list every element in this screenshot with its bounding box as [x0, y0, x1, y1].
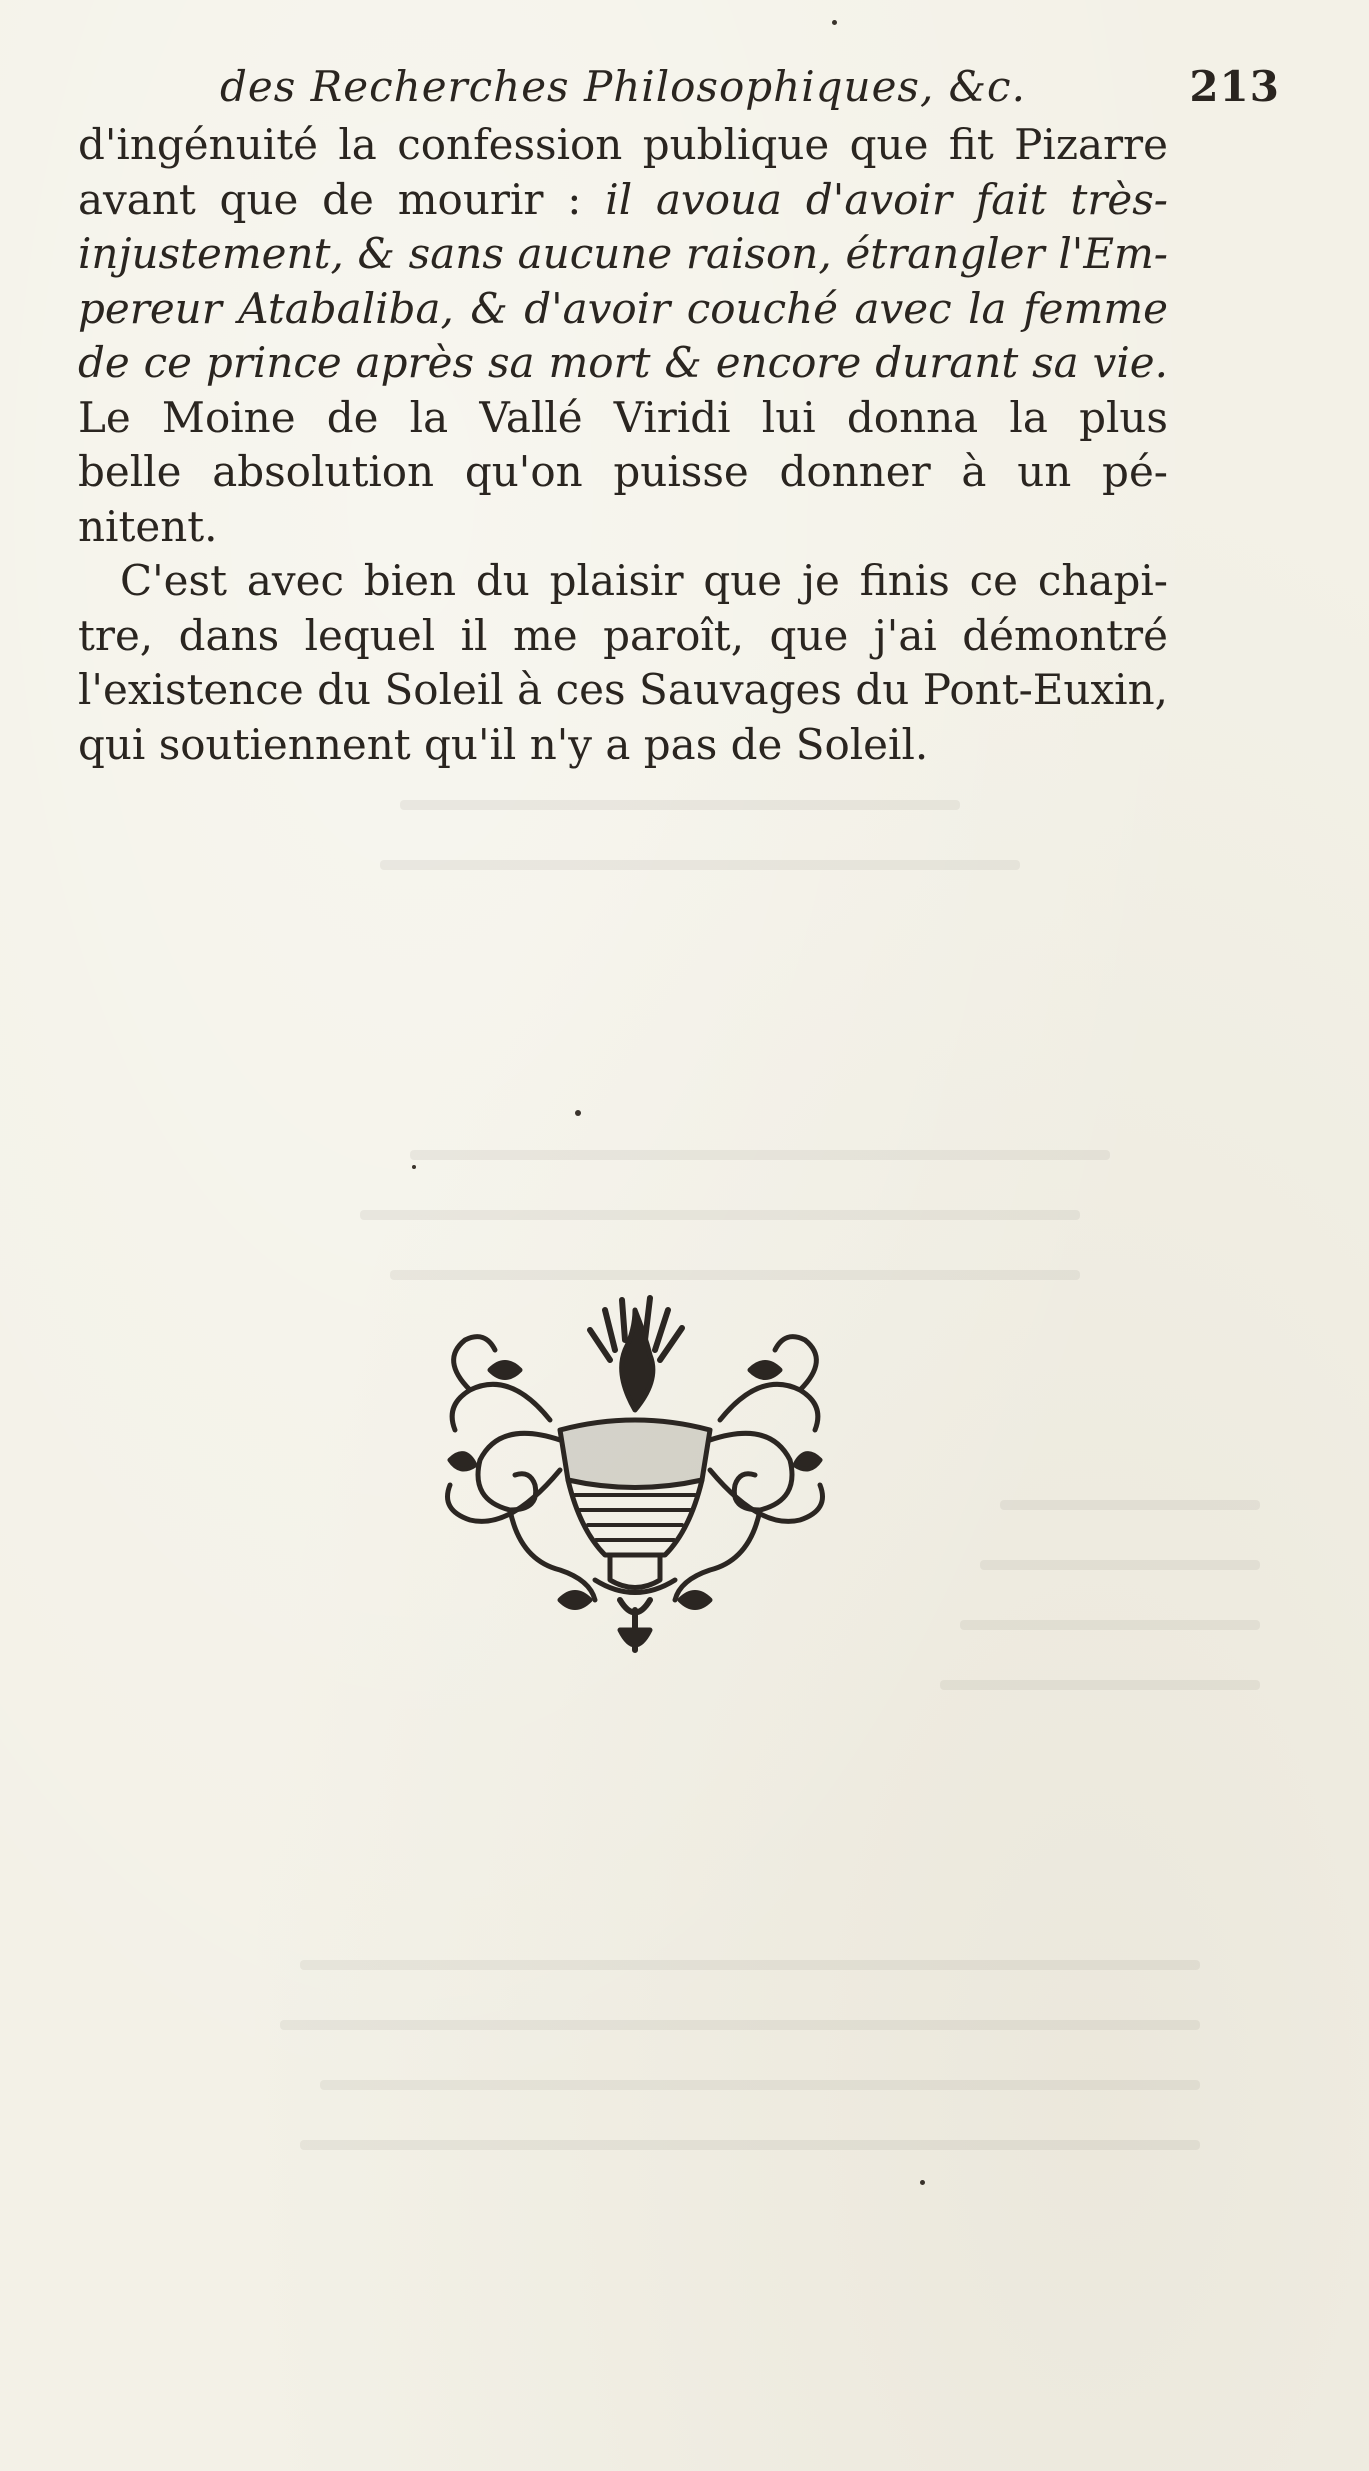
- text-line: qui soutiennent qu'il n'y a pas de Soleil.: [78, 719, 929, 769]
- text-line: nitent.: [78, 501, 218, 551]
- text-line: l'existence du Soleil à ces Sauvages du Pont-Euxin,: [78, 665, 1168, 714]
- text-line: tre, dans lequel il me paroît, que j'ai démontré: [78, 610, 1168, 660]
- text-line: belle absolution qu'on puisse donner à un pé-: [78, 447, 1168, 496]
- text-line: Le Moine de la Vallé Viridi lui donna la plus: [78, 392, 1168, 442]
- vase-of-flowers-vignette-icon: [410, 1280, 860, 1670]
- body-text: [78, 118, 1168, 772]
- running-header: [220, 62, 1320, 122]
- text-line: avant que de mourir : il avoua d'avoir fait très-: [78, 174, 1168, 224]
- running-title: des Recherches Philosophiques, &c.: [220, 62, 1026, 111]
- page-number: 213: [1189, 62, 1280, 111]
- text-line: d'ingénuité la confession publique que fit Pizarre: [78, 120, 1168, 169]
- paragraph-1: [78, 118, 1168, 554]
- text-line: C'est avec bien du plaisir que je finis ce chapi-: [120, 556, 1168, 605]
- text-line: de ce prince après sa mort & encore durant sa vie.: [78, 338, 1168, 387]
- text-line: pereur Atabaliba, & d'avoir couché avec la femme: [78, 283, 1168, 333]
- paragraph-2: [78, 554, 1168, 772]
- text-line: injustement, & sans aucune raison, étrangler l'Em-: [78, 229, 1168, 278]
